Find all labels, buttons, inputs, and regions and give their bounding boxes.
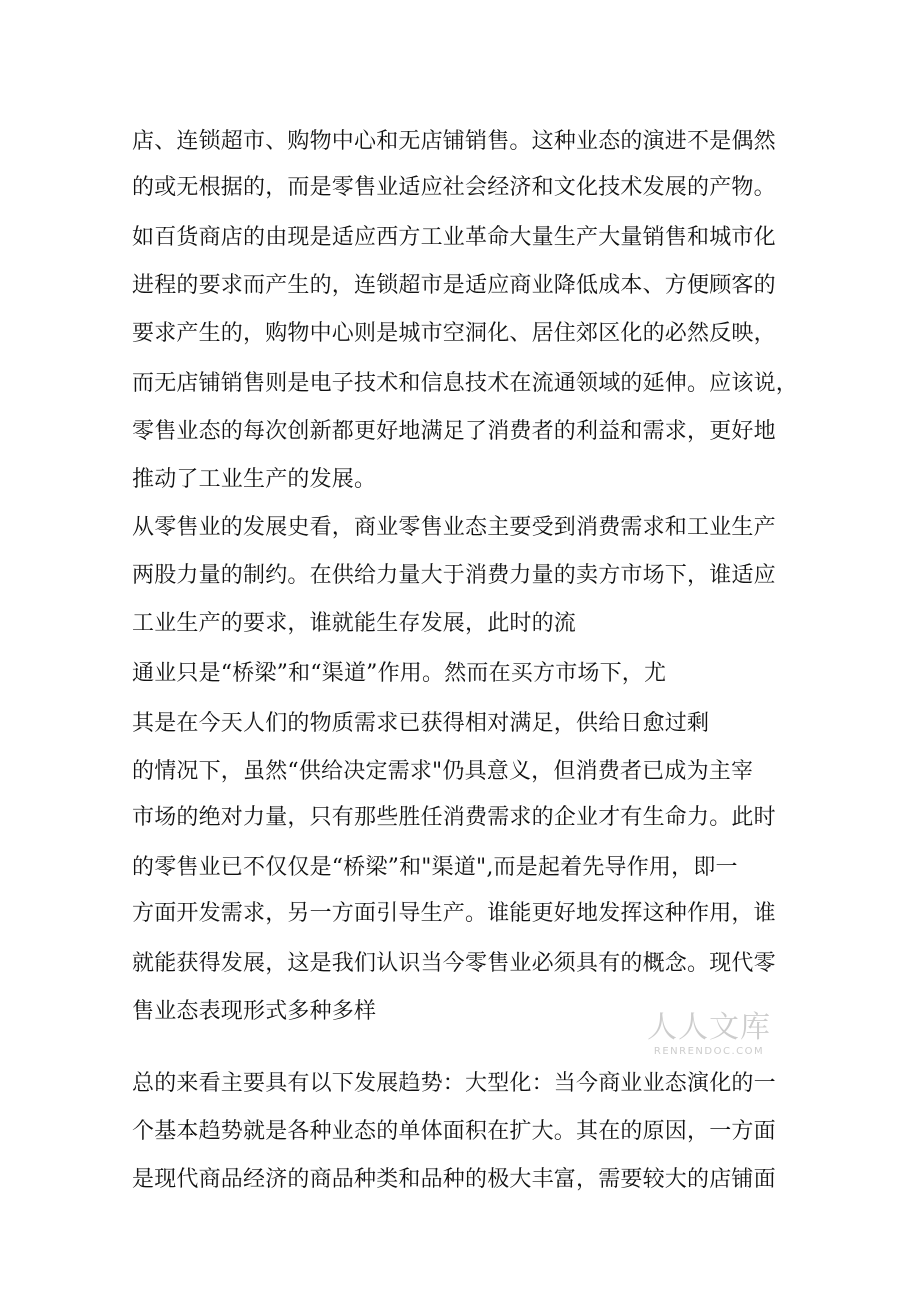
text-line: 其是在今天人们的物质需求已获得相对满足，供给日愈过剩 <box>132 711 710 736</box>
text-line: 通业只是“桥梁”和“渠道”作用。然而在买方市场下，尤 <box>132 661 667 686</box>
text-line: 售业态表现形式多种多样 <box>132 999 377 1024</box>
text-line: 两股力量的制约。在供给力量大于消费力量的卖方市场下，谁适应 <box>132 563 776 588</box>
text-line: 个基本趋势就是各种业态的单体面积在扩大。其在的原因，一方面 <box>132 1119 776 1144</box>
text-line: 而无店铺销售则是电子技术和信息技术在流通领域的延伸。应该说， <box>132 371 799 396</box>
text-line: 从零售业的发展史看，商业零售业态主要受到消费需求和工业生产 <box>132 515 776 540</box>
text-line: 工业生产的要求，谁就能生存发展，此时的流 <box>132 611 577 636</box>
text-line: 的或无根据的，而是零售业适应社会经济和文化技术发展的产物。 <box>132 175 776 200</box>
text-line: 要求产生的，购物中心则是城市空洞化、居住郊区化的必然反映， <box>132 321 776 346</box>
text-line: 的零售业已不仅仅是“桥梁”和"渠道",而是起着先导作用，即一 <box>132 855 738 880</box>
watermark-logo <box>644 1010 774 1058</box>
text-line: 市场的绝对力量，只有那些胜任消费需求的企业才有生命力。此时 <box>132 805 776 830</box>
text-line: 方面开发需求，另一方面引导生产。谁能更好地发挥这种作用，谁 <box>132 901 776 926</box>
watermark-title: 人人文库 <box>647 1010 771 1045</box>
watermark-domain: RENRENDOC.COM <box>653 1046 765 1057</box>
text-line: 总的来看主要具有以下发展趋势：大型化：当今商业业态演化的一 <box>132 1071 776 1096</box>
text-line: 零售业态的每次创新都更好地满足了消费者的利益和需求，更好地 <box>132 419 776 444</box>
text-line: 就能获得发展，这是我们认识当今零售业必须具有的概念。现代零 <box>132 951 776 976</box>
text-line: 店、连锁超市、购物中心和无店铺销售。这种业态的演进不是偶然 <box>132 129 776 154</box>
text-line: 推动了工业生产的发展。 <box>132 467 377 492</box>
text-line: 如百货商店的由现是适应西方工业革命大量生产大量销售和城市化 <box>132 225 776 250</box>
text-line: 的情况下，虽然“供给决定需求"仍具意义，但消费者已成为主宰 <box>132 759 754 784</box>
text-line: 是现代商品经济的商品种类和品种的极大丰富，需要较大的店铺面 <box>132 1167 776 1192</box>
text-line: 进程的要求而产生的，连锁超市是适应商业降低成本、方便顾客的 <box>132 273 776 298</box>
